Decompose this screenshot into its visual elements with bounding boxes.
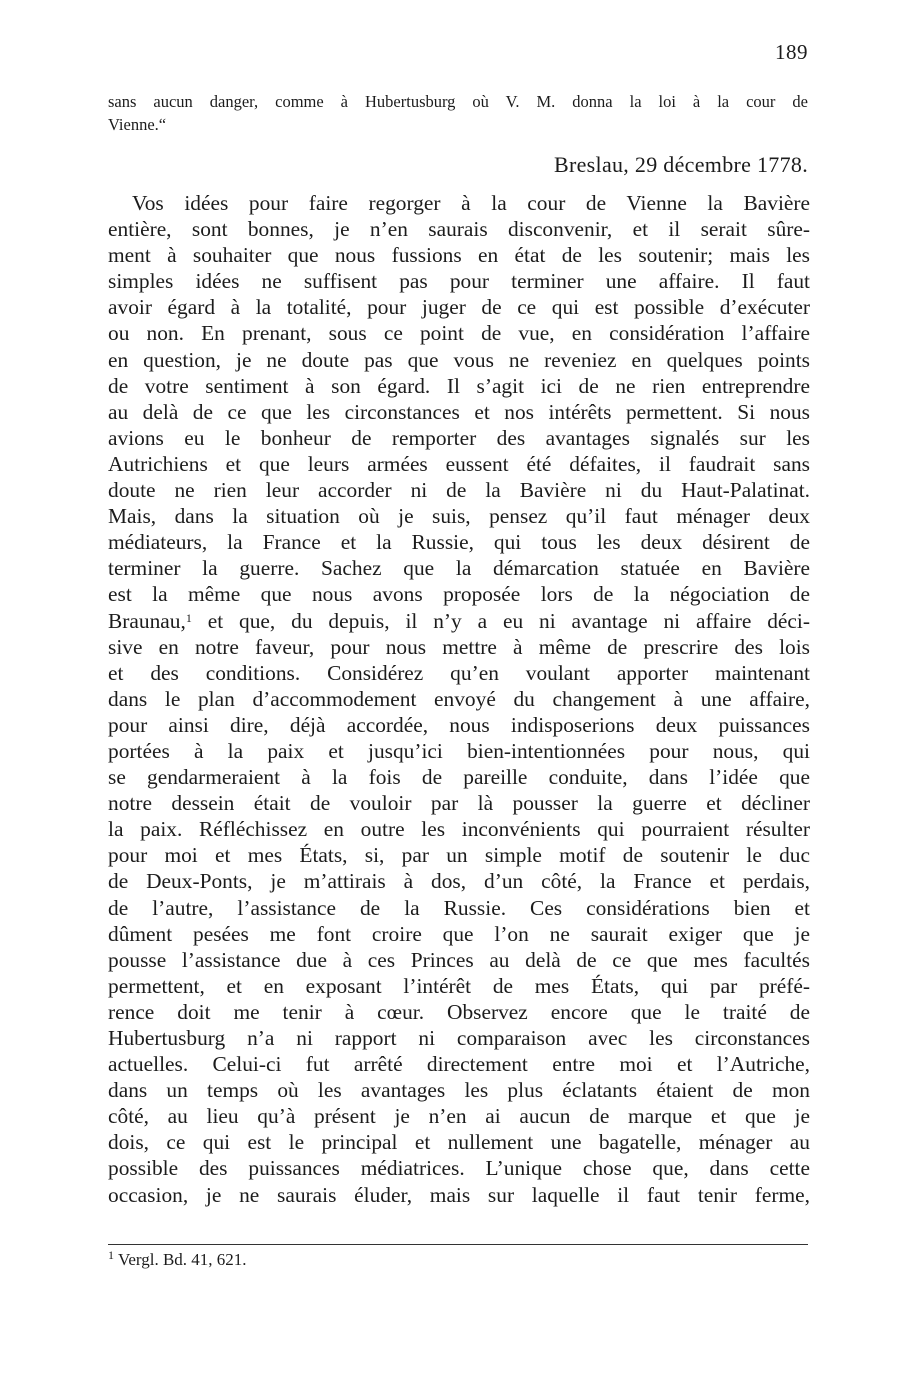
body-line: dois, ce qui est le principal et nullement une bagatelle, ménager au	[108, 1130, 810, 1155]
quote-line: Vienne.“	[108, 115, 167, 134]
body-line: dans un temps où les avantages les plus éclatants étaient de mon	[108, 1078, 810, 1103]
body-line: et des conditions. Considérez qu’en voulant apporter maintenant	[108, 660, 810, 685]
body-line: est la même que nous avons proposée lors de la négociation de	[108, 582, 810, 607]
body-line: entière, sont bonnes, je n’en saurais disconvenir, et il serait sûre-	[108, 217, 810, 242]
body-line: côté, au lieu qu’à présent je n’en ai aucun de marque et que je	[108, 1104, 810, 1129]
body-line: occasion, je ne saurais éluder, mais sur laquelle il faut tenir ferme,	[108, 1182, 810, 1207]
body-line: pour moi et mes États, si, par un simple motif de soutenir le duc	[108, 843, 810, 868]
body-line: sive en notre faveur, pour nous mettre à même de prescrire des lois	[108, 634, 810, 659]
body-line: permettent, et en exposant l’intérêt de mes États, qui par préfé-	[108, 973, 810, 998]
quote-line: sans aucun danger, comme à Hubertusburg où V. M. donna la loi à la cour de	[108, 92, 808, 111]
footnote	[108, 1249, 247, 1271]
body-line: avions eu le bonheur de remporter des avantages signalés sur les	[108, 425, 810, 450]
body-line: dûment pesées me font croire que l’on ne saurait exiger que je	[108, 921, 810, 946]
footnote-text: Vergl. Bd. 41, 621.	[114, 1250, 247, 1269]
body-line: médiateurs, la France et la Russie, qui tous les deux désirent de	[108, 530, 810, 555]
body-line-braunau	[108, 608, 810, 634]
quoted-passage	[108, 90, 808, 136]
body-line: de l’autre, l’assistance de la Russie. Ces considérations bien et	[108, 895, 810, 920]
body-line: au delà de ce que les circonstances et nos intérêts permettent. Si nous	[108, 399, 810, 424]
body-line: ment à souhaiter que nous fussions en état de les soutenir; mais les	[108, 243, 810, 268]
letter-body	[108, 190, 810, 1208]
body-line: ou non. En prenant, sous ce point de vue, en considération l’affaire	[108, 321, 810, 346]
body-line: doute ne rien leur accorder ni de la Bavière ni du Haut-Palatinat.	[108, 478, 810, 503]
body-line: Vos idées pour faire regorger à la cour de Vienne la Bavière	[132, 191, 810, 215]
body-line: avoir égard à la totalité, pour juger de ce qui est possible d’exécuter	[108, 295, 810, 320]
body-line: notre dessein était de vouloir par là pousser la guerre et décliner	[108, 791, 810, 816]
footnote-reference: 1	[185, 610, 192, 625]
body-line: rence doit me tenir à cœur. Observez encore que le traité de	[108, 999, 810, 1024]
body-line: Mais, dans la situation où je suis, pensez qu’il faut ménager deux	[108, 504, 810, 529]
body-line: Hubertusburg n’a ni rapport ni comparaison avec les circonstances	[108, 1026, 810, 1050]
braunau-rest: et que, du depuis, il n’y a eu ni avantage ni affaire déci-	[191, 608, 810, 633]
body-line: portées à la paix et jusqu’ici bien-intentionnées pour nous, qui	[108, 738, 810, 763]
body-line: Autrichiens et que leurs armées eussent été défaites, il faudrait sans	[108, 451, 810, 476]
body-line: terminer la guerre. Sachez que la démarcation statuée en Bavière	[108, 556, 810, 581]
footnote-marker: 1	[108, 1248, 114, 1262]
body-line: pousse l’assistance due à ces Princes au delà de ce que mes facultés	[108, 947, 810, 972]
footnote-divider	[108, 1244, 808, 1245]
body-line: la paix. Réfléchissez en outre les inconvénients qui pourraient résulter	[108, 817, 810, 842]
body-line: de votre sentiment à son égard. Il s’agit ici de ne rien entreprendre	[108, 373, 810, 398]
body-line: de Deux-Ponts, je m’attirais à dos, d’un côté, la France et perdais,	[108, 869, 810, 894]
body-line: en question, je ne doute pas que vous ne reveniez en quelques points	[108, 347, 810, 372]
braunau-word: Braunau,	[108, 608, 186, 633]
letter-dateline: Breslau, 29 décembre 1778.	[554, 152, 808, 177]
body-line: possible des puissances médiatrices. L’unique chose que, dans cette	[108, 1156, 810, 1181]
body-line: pour ainsi dire, déjà accordée, nous indisposerions deux puissances	[108, 712, 810, 737]
body-line: dans le plan d’accommodement envoyé du changement à une affaire,	[108, 686, 810, 711]
page-number: 189	[775, 40, 808, 64]
body-line: se gendarmeraient à la fois de pareille conduite, dans l’idée que	[108, 765, 810, 790]
body-line: actuelles. Celui-ci fut arrêté directement entre moi et l’Autriche,	[108, 1052, 810, 1077]
body-line: simples idées ne suffisent pas pour terminer une affaire. Il faut	[108, 269, 810, 294]
